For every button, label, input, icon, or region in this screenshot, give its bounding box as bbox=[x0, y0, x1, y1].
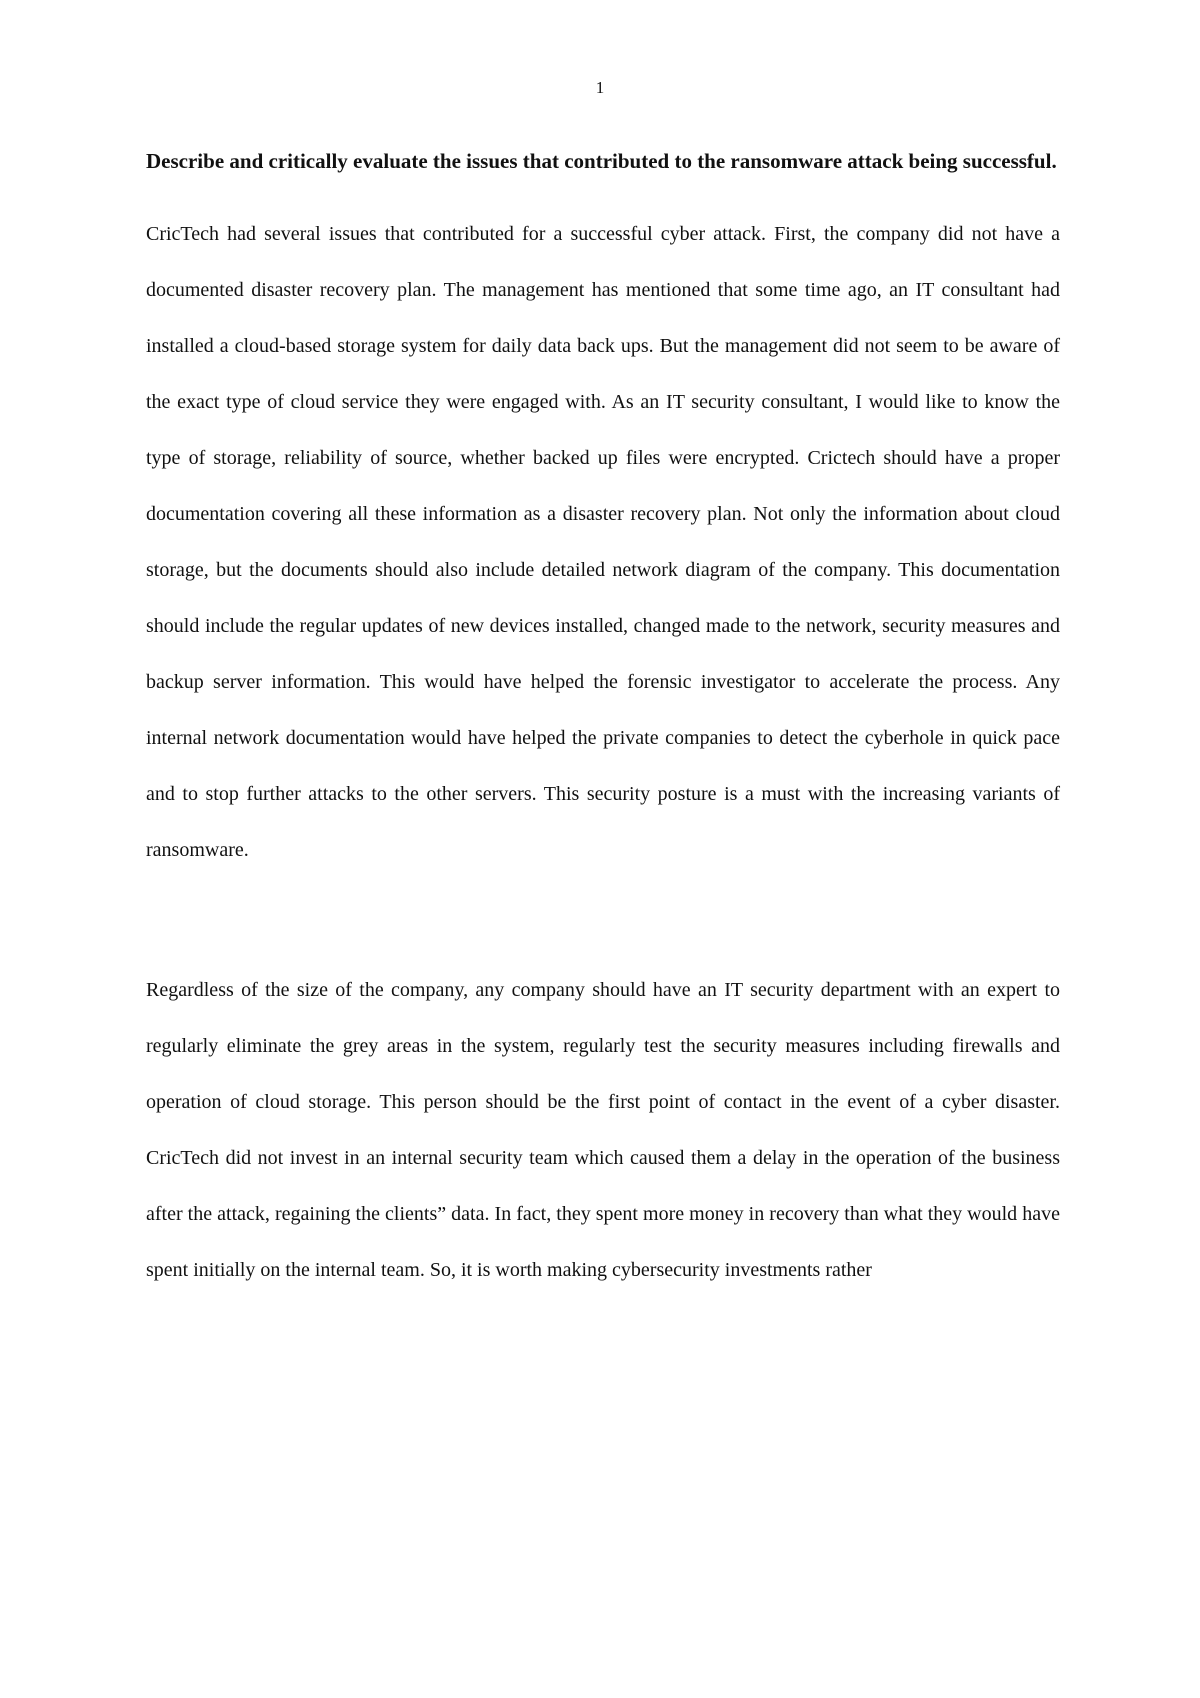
document-body bbox=[146, 144, 1060, 1298]
section-heading: Describe and critically evaluate the issues that contributed to the ransomware attack being successful. bbox=[146, 149, 1057, 173]
page-number: 1 bbox=[595, 78, 605, 97]
body-paragraph-1: CricTech had several issues that contributed for a successful cyber attack. First, the company did not have a documented disaster recovery plan. The management has mentioned that some time ago, an IT consultant had installed a cloud-based storage system for daily data back ups. But the management did not seem to be aware of the exact type of cloud service they were engaged with. As an IT security consultant, I would like to know the type of storage, reliability of source, whether backed up files were encrypted. Crictech should have a proper documentation covering all these information as a disaster recovery plan. Not only the information about cloud storage, but the documents should also include detailed network diagram of the company. This documentation should include the regular updates of new devices installed, changed made to the network, security measures and backup server information. This would have helped the forensic investigator to accelerate the process. Any internal network documentation would have helped the private companies to detect the cyberhole in quick pace and to stop further attacks to the other servers. This security posture is a must with the increasing variants of ransomware. bbox=[146, 223, 1060, 861]
body-paragraph-2: Regardless of the size of the company, any company should have an IT security department with an expert to regularly eliminate the grey areas in the system, regularly test the security measures including firewalls and operation of cloud storage. This person should be the first point of contact in the event of a cyber disaster. CricTech did not invest in an internal security team which caused them a delay in the operation of the business after the attack, regaining the clients” data. In fact, they spent more money in recovery than what they would have spent initially on the internal team. So, it is worth making cybersecurity investments rather bbox=[146, 979, 1060, 1281]
